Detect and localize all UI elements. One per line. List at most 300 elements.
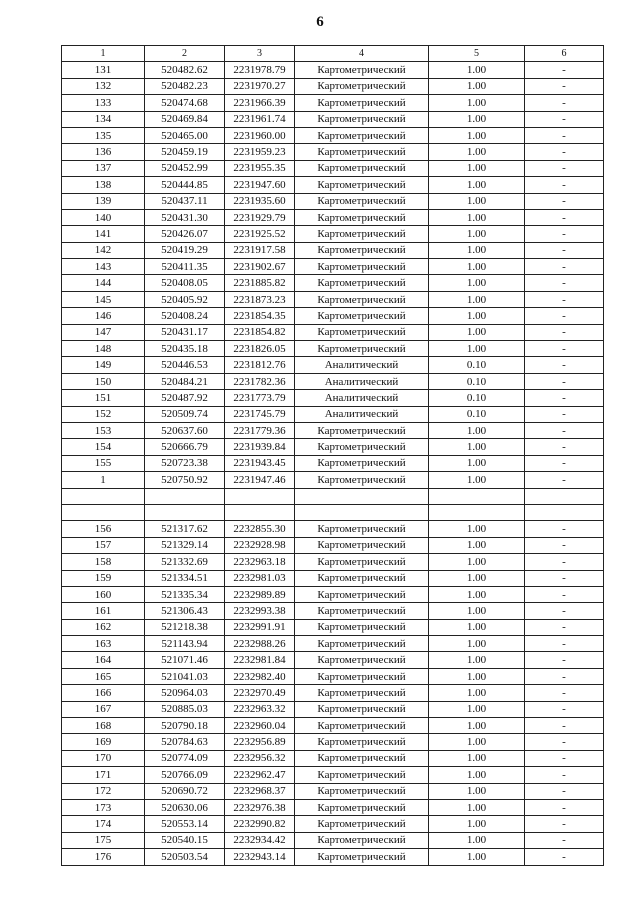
- table-cell: 2231885.82: [225, 275, 295, 291]
- table-row: [62, 193, 604, 209]
- table-cell: 520465.00: [145, 127, 225, 143]
- table-cell: 2232855.30: [225, 521, 295, 537]
- table-cell: Картометрический: [295, 472, 429, 488]
- table-row: [62, 799, 604, 815]
- column-header: 5: [429, 46, 525, 62]
- table-cell: -: [525, 734, 604, 750]
- table-cell: -: [525, 636, 604, 652]
- table-cell: Картометрический: [295, 668, 429, 684]
- table-cell: 2232991.91: [225, 619, 295, 635]
- table-cell: 2231779.36: [225, 422, 295, 438]
- column-header: 3: [225, 46, 295, 62]
- table-cell: 172: [62, 783, 145, 799]
- table-cell: -: [525, 750, 604, 766]
- table-cell: -: [525, 209, 604, 225]
- table-cell: -: [525, 127, 604, 143]
- table-cell: 2231970.27: [225, 78, 295, 94]
- table-cell: 521041.03: [145, 668, 225, 684]
- table-row: [62, 341, 604, 357]
- table-cell: 1.00: [429, 554, 525, 570]
- table-cell: 138: [62, 177, 145, 193]
- table-row: [62, 373, 604, 389]
- table-cell: Картометрический: [295, 193, 429, 209]
- table-cell: 2231966.39: [225, 95, 295, 111]
- table-row: [62, 390, 604, 406]
- table-cell: 139: [62, 193, 145, 209]
- table-cell: 1.00: [429, 439, 525, 455]
- table-cell: 1.00: [429, 718, 525, 734]
- table-cell: Картометрический: [295, 570, 429, 586]
- table-cell: Картометрический: [295, 275, 429, 291]
- table-row: [62, 291, 604, 307]
- table-cell: 1.00: [429, 636, 525, 652]
- table-cell: -: [525, 554, 604, 570]
- table-cell: Картометрический: [295, 95, 429, 111]
- table-cell: 520459.19: [145, 144, 225, 160]
- table-cell: 0.10: [429, 373, 525, 389]
- table-cell: 520482.62: [145, 62, 225, 78]
- table-header-row: [62, 46, 604, 62]
- table-cell: 2232928.98: [225, 537, 295, 553]
- table-cell: 175: [62, 832, 145, 848]
- table-cell: 2231960.00: [225, 127, 295, 143]
- table-cell: 2232963.32: [225, 701, 295, 717]
- table-row: [62, 177, 604, 193]
- table-cell: 168: [62, 718, 145, 734]
- table-cell: 1.00: [429, 62, 525, 78]
- table-cell: 1.00: [429, 341, 525, 357]
- page-number: 6: [316, 14, 324, 30]
- table-cell: 1.00: [429, 455, 525, 471]
- table-cell: -: [525, 603, 604, 619]
- table-cell: 0.10: [429, 406, 525, 422]
- table-cell: Картометрический: [295, 816, 429, 832]
- table-row: [62, 603, 604, 619]
- table-cell: Картометрический: [295, 324, 429, 340]
- table-cell: 520444.85: [145, 177, 225, 193]
- table-cell: -: [525, 95, 604, 111]
- table-cell: -: [525, 291, 604, 307]
- table-cell: 1.00: [429, 586, 525, 602]
- table-cell: 2232990.82: [225, 816, 295, 832]
- table-cell: 2231961.74: [225, 111, 295, 127]
- column-header: 6: [525, 46, 604, 62]
- table-row: [62, 783, 604, 799]
- table-row: [62, 160, 604, 176]
- column-header: 4: [295, 46, 429, 62]
- column-header: 1: [62, 46, 145, 62]
- table-cell: Картометрический: [295, 259, 429, 275]
- table-cell: -: [525, 373, 604, 389]
- table-cell: 521143.94: [145, 636, 225, 652]
- table-cell: 145: [62, 291, 145, 307]
- table-cell: 136: [62, 144, 145, 160]
- table-cell: Картометрический: [295, 78, 429, 94]
- table-cell: Картометрический: [295, 832, 429, 848]
- table-cell: 2231773.79: [225, 390, 295, 406]
- table-cell: [295, 504, 429, 520]
- table-cell: 520446.53: [145, 357, 225, 373]
- table-cell: 158: [62, 554, 145, 570]
- table-cell: 152: [62, 406, 145, 422]
- table-cell: 131: [62, 62, 145, 78]
- table-cell: 520503.54: [145, 849, 225, 865]
- table-row: [62, 95, 604, 111]
- table-cell: 520482.23: [145, 78, 225, 94]
- table-cell: 520435.18: [145, 341, 225, 357]
- table-cell: Картометрический: [295, 291, 429, 307]
- table-cell: 520426.07: [145, 226, 225, 242]
- table-cell: Картометрический: [295, 554, 429, 570]
- table-cell: 167: [62, 701, 145, 717]
- table-cell: [525, 488, 604, 504]
- table-cell: 2231902.67: [225, 259, 295, 275]
- table-cell: 2232981.03: [225, 570, 295, 586]
- table-row: [62, 652, 604, 668]
- table-cell: 1.00: [429, 701, 525, 717]
- table-cell: 520885.03: [145, 701, 225, 717]
- table-cell: 520553.14: [145, 816, 225, 832]
- table-cell: 161: [62, 603, 145, 619]
- table-row: [62, 324, 604, 340]
- table-cell: 1.00: [429, 799, 525, 815]
- table-cell: 520452.99: [145, 160, 225, 176]
- table-cell: Аналитический: [295, 357, 429, 373]
- table-cell: 520790.18: [145, 718, 225, 734]
- table-cell: 1.00: [429, 127, 525, 143]
- table-cell: Картометрический: [295, 750, 429, 766]
- table-cell: 2232976.38: [225, 799, 295, 815]
- table-row: [62, 767, 604, 783]
- table-cell: 1.00: [429, 78, 525, 94]
- table-cell: Картометрический: [295, 652, 429, 668]
- table-cell: 2231947.60: [225, 177, 295, 193]
- table-row: [62, 62, 604, 78]
- column-header: 2: [145, 46, 225, 62]
- table-row: [62, 718, 604, 734]
- table-cell: 2232956.89: [225, 734, 295, 750]
- table-cell: -: [525, 537, 604, 553]
- table-cell: Картометрический: [295, 308, 429, 324]
- table-cell: -: [525, 619, 604, 635]
- table-cell: 1.00: [429, 521, 525, 537]
- table-cell: Картометрический: [295, 734, 429, 750]
- table-cell: -: [525, 193, 604, 209]
- table-cell: 520540.15: [145, 832, 225, 848]
- table-cell: 2232956.32: [225, 750, 295, 766]
- table-cell: Картометрический: [295, 619, 429, 635]
- table-cell: 137: [62, 160, 145, 176]
- table-cell: [225, 488, 295, 504]
- table-cell: 1.00: [429, 668, 525, 684]
- table-cell: 1.00: [429, 324, 525, 340]
- table-row: [62, 504, 604, 520]
- table-cell: Картометрический: [295, 209, 429, 225]
- table-cell: Картометрический: [295, 242, 429, 258]
- table-cell: 1.00: [429, 750, 525, 766]
- table-cell: 165: [62, 668, 145, 684]
- table-cell: 1.00: [429, 95, 525, 111]
- table-cell: 164: [62, 652, 145, 668]
- table-row: [62, 144, 604, 160]
- table-cell: 133: [62, 95, 145, 111]
- table-cell: 1.00: [429, 209, 525, 225]
- table-row: [62, 734, 604, 750]
- table-row: [62, 636, 604, 652]
- table-cell: -: [525, 439, 604, 455]
- table-cell: -: [525, 718, 604, 734]
- table-cell: 150: [62, 373, 145, 389]
- table-body: [62, 62, 604, 865]
- table-cell: 2232934.42: [225, 832, 295, 848]
- table-cell: 176: [62, 849, 145, 865]
- table-row: [62, 439, 604, 455]
- table-cell: 2231873.23: [225, 291, 295, 307]
- table-cell: 170: [62, 750, 145, 766]
- table-cell: 160: [62, 586, 145, 602]
- table-row: [62, 127, 604, 143]
- table-row: [62, 308, 604, 324]
- table-cell: Картометрический: [295, 111, 429, 127]
- table-cell: Картометрический: [295, 144, 429, 160]
- table-cell: 521332.69: [145, 554, 225, 570]
- table-cell: 520690.72: [145, 783, 225, 799]
- table-cell: Картометрический: [295, 685, 429, 701]
- table-cell: 2231947.46: [225, 472, 295, 488]
- table-cell: Картометрический: [295, 603, 429, 619]
- table-cell: 1.00: [429, 849, 525, 865]
- table-row: [62, 406, 604, 422]
- table-cell: 1.00: [429, 619, 525, 635]
- table-cell: 520666.79: [145, 439, 225, 455]
- table-row: [62, 78, 604, 94]
- table-cell: Картометрический: [295, 177, 429, 193]
- table-cell: 1.00: [429, 685, 525, 701]
- table-cell: 134: [62, 111, 145, 127]
- table-row: [62, 242, 604, 258]
- table-cell: Аналитический: [295, 390, 429, 406]
- table-cell: -: [525, 275, 604, 291]
- table-cell: 1.00: [429, 275, 525, 291]
- table-cell: 521335.34: [145, 586, 225, 602]
- table-cell: -: [525, 521, 604, 537]
- table-cell: 156: [62, 521, 145, 537]
- table-cell: 2232943.14: [225, 849, 295, 865]
- table-cell: 2231925.52: [225, 226, 295, 242]
- table-cell: [145, 504, 225, 520]
- table-cell: 1.00: [429, 177, 525, 193]
- table-cell: 520484.21: [145, 373, 225, 389]
- table-cell: 2232960.04: [225, 718, 295, 734]
- table-row: [62, 816, 604, 832]
- table-cell: 2232993.38: [225, 603, 295, 619]
- table-cell: 521329.14: [145, 537, 225, 553]
- table-cell: 520774.09: [145, 750, 225, 766]
- table-row: [62, 554, 604, 570]
- table-cell: Картометрический: [295, 521, 429, 537]
- table-cell: -: [525, 685, 604, 701]
- table-row: [62, 701, 604, 717]
- table-cell: 173: [62, 799, 145, 815]
- table-cell: Картометрический: [295, 586, 429, 602]
- table-row: [62, 619, 604, 635]
- table-row: [62, 455, 604, 471]
- table-cell: 521306.43: [145, 603, 225, 619]
- table-cell: Картометрический: [295, 422, 429, 438]
- table-cell: 2232982.40: [225, 668, 295, 684]
- table-cell: Картометрический: [295, 455, 429, 471]
- table-cell: 153: [62, 422, 145, 438]
- table-row: [62, 537, 604, 553]
- table-cell: 520766.09: [145, 767, 225, 783]
- table-cell: Картометрический: [295, 62, 429, 78]
- table-cell: 162: [62, 619, 145, 635]
- table-cell: -: [525, 226, 604, 242]
- table-cell: 1.00: [429, 472, 525, 488]
- table-cell: 521334.51: [145, 570, 225, 586]
- table-cell: Картометрический: [295, 849, 429, 865]
- table-row: [62, 521, 604, 537]
- table-cell: Картометрический: [295, 636, 429, 652]
- table-row: [62, 685, 604, 701]
- table-cell: Картометрический: [295, 160, 429, 176]
- table-cell: Картометрический: [295, 127, 429, 143]
- table-cell: [295, 488, 429, 504]
- table-row: [62, 209, 604, 225]
- table-cell: 1.00: [429, 767, 525, 783]
- table-cell: [429, 504, 525, 520]
- table-row: [62, 668, 604, 684]
- table-cell: -: [525, 111, 604, 127]
- table-cell: -: [525, 849, 604, 865]
- table-cell: -: [525, 390, 604, 406]
- table-cell: 155: [62, 455, 145, 471]
- table-cell: 2231826.05: [225, 341, 295, 357]
- table-cell: -: [525, 455, 604, 471]
- table-cell: 2231782.36: [225, 373, 295, 389]
- table-cell: -: [525, 586, 604, 602]
- table-cell: Картометрический: [295, 226, 429, 242]
- table-cell: -: [525, 799, 604, 815]
- table-row: [62, 275, 604, 291]
- table-cell: -: [525, 652, 604, 668]
- table-cell: Картометрический: [295, 718, 429, 734]
- table-cell: 1.00: [429, 226, 525, 242]
- table-cell: -: [525, 308, 604, 324]
- table-cell: 171: [62, 767, 145, 783]
- table-row: [62, 226, 604, 242]
- table-cell: 140: [62, 209, 145, 225]
- table-cell: 521071.46: [145, 652, 225, 668]
- table-row: [62, 472, 604, 488]
- table-cell: 520408.24: [145, 308, 225, 324]
- table-cell: Картометрический: [295, 537, 429, 553]
- table-cell: Аналитический: [295, 406, 429, 422]
- table-row: [62, 488, 604, 504]
- table-cell: [62, 488, 145, 504]
- table-cell: 520784.63: [145, 734, 225, 750]
- table-cell: -: [525, 783, 604, 799]
- table-cell: 2232962.47: [225, 767, 295, 783]
- table-row: [62, 832, 604, 848]
- table-cell: -: [525, 324, 604, 340]
- table-cell: 520750.92: [145, 472, 225, 488]
- table-cell: 2232963.18: [225, 554, 295, 570]
- table-cell: 520964.03: [145, 685, 225, 701]
- table-row: [62, 422, 604, 438]
- table-cell: 521218.38: [145, 619, 225, 635]
- table-cell: [429, 488, 525, 504]
- table-row: [62, 570, 604, 586]
- table-cell: Картометрический: [295, 783, 429, 799]
- table-cell: 2231939.84: [225, 439, 295, 455]
- table-cell: 520405.92: [145, 291, 225, 307]
- table-cell: 2232981.84: [225, 652, 295, 668]
- table-cell: -: [525, 62, 604, 78]
- table-row: [62, 849, 604, 865]
- table-cell: 2231854.35: [225, 308, 295, 324]
- table-cell: Картометрический: [295, 341, 429, 357]
- table-cell: 1.00: [429, 652, 525, 668]
- table-cell: -: [525, 78, 604, 94]
- table-cell: 520469.84: [145, 111, 225, 127]
- table-cell: -: [525, 177, 604, 193]
- table-cell: 2231929.79: [225, 209, 295, 225]
- table-cell: Картометрический: [295, 439, 429, 455]
- table-cell: 1.00: [429, 111, 525, 127]
- table-cell: 2231812.76: [225, 357, 295, 373]
- table-cell: 2232988.26: [225, 636, 295, 652]
- table-cell: 2232970.49: [225, 685, 295, 701]
- table-cell: 2231959.23: [225, 144, 295, 160]
- table-cell: 149: [62, 357, 145, 373]
- table-cell: 521317.62: [145, 521, 225, 537]
- table-cell: 1.00: [429, 537, 525, 553]
- table-cell: 1.00: [429, 734, 525, 750]
- table-cell: 2231943.45: [225, 455, 295, 471]
- table-cell: 166: [62, 685, 145, 701]
- table-cell: -: [525, 259, 604, 275]
- table-cell: -: [525, 422, 604, 438]
- table-cell: 520408.05: [145, 275, 225, 291]
- table-cell: 159: [62, 570, 145, 586]
- table-cell: -: [525, 406, 604, 422]
- table-cell: [145, 488, 225, 504]
- table-cell: [525, 504, 604, 520]
- table-cell: 132: [62, 78, 145, 94]
- table-cell: 520419.29: [145, 242, 225, 258]
- table-cell: 2232968.37: [225, 783, 295, 799]
- table-cell: 157: [62, 537, 145, 553]
- table-cell: 520509.74: [145, 406, 225, 422]
- table-cell: 169: [62, 734, 145, 750]
- table-cell: 520637.60: [145, 422, 225, 438]
- table-cell: 1.00: [429, 291, 525, 307]
- table-cell: 520431.17: [145, 324, 225, 340]
- table-cell: 1.00: [429, 570, 525, 586]
- table-cell: 154: [62, 439, 145, 455]
- table-cell: 2232989.89: [225, 586, 295, 602]
- table-cell: 1.00: [429, 160, 525, 176]
- table-cell: 2231955.35: [225, 160, 295, 176]
- table-cell: -: [525, 767, 604, 783]
- table-cell: -: [525, 341, 604, 357]
- table-cell: 135: [62, 127, 145, 143]
- table-cell: 2231978.79: [225, 62, 295, 78]
- table-cell: 520630.06: [145, 799, 225, 815]
- table-cell: 2231745.79: [225, 406, 295, 422]
- table-cell: 520487.92: [145, 390, 225, 406]
